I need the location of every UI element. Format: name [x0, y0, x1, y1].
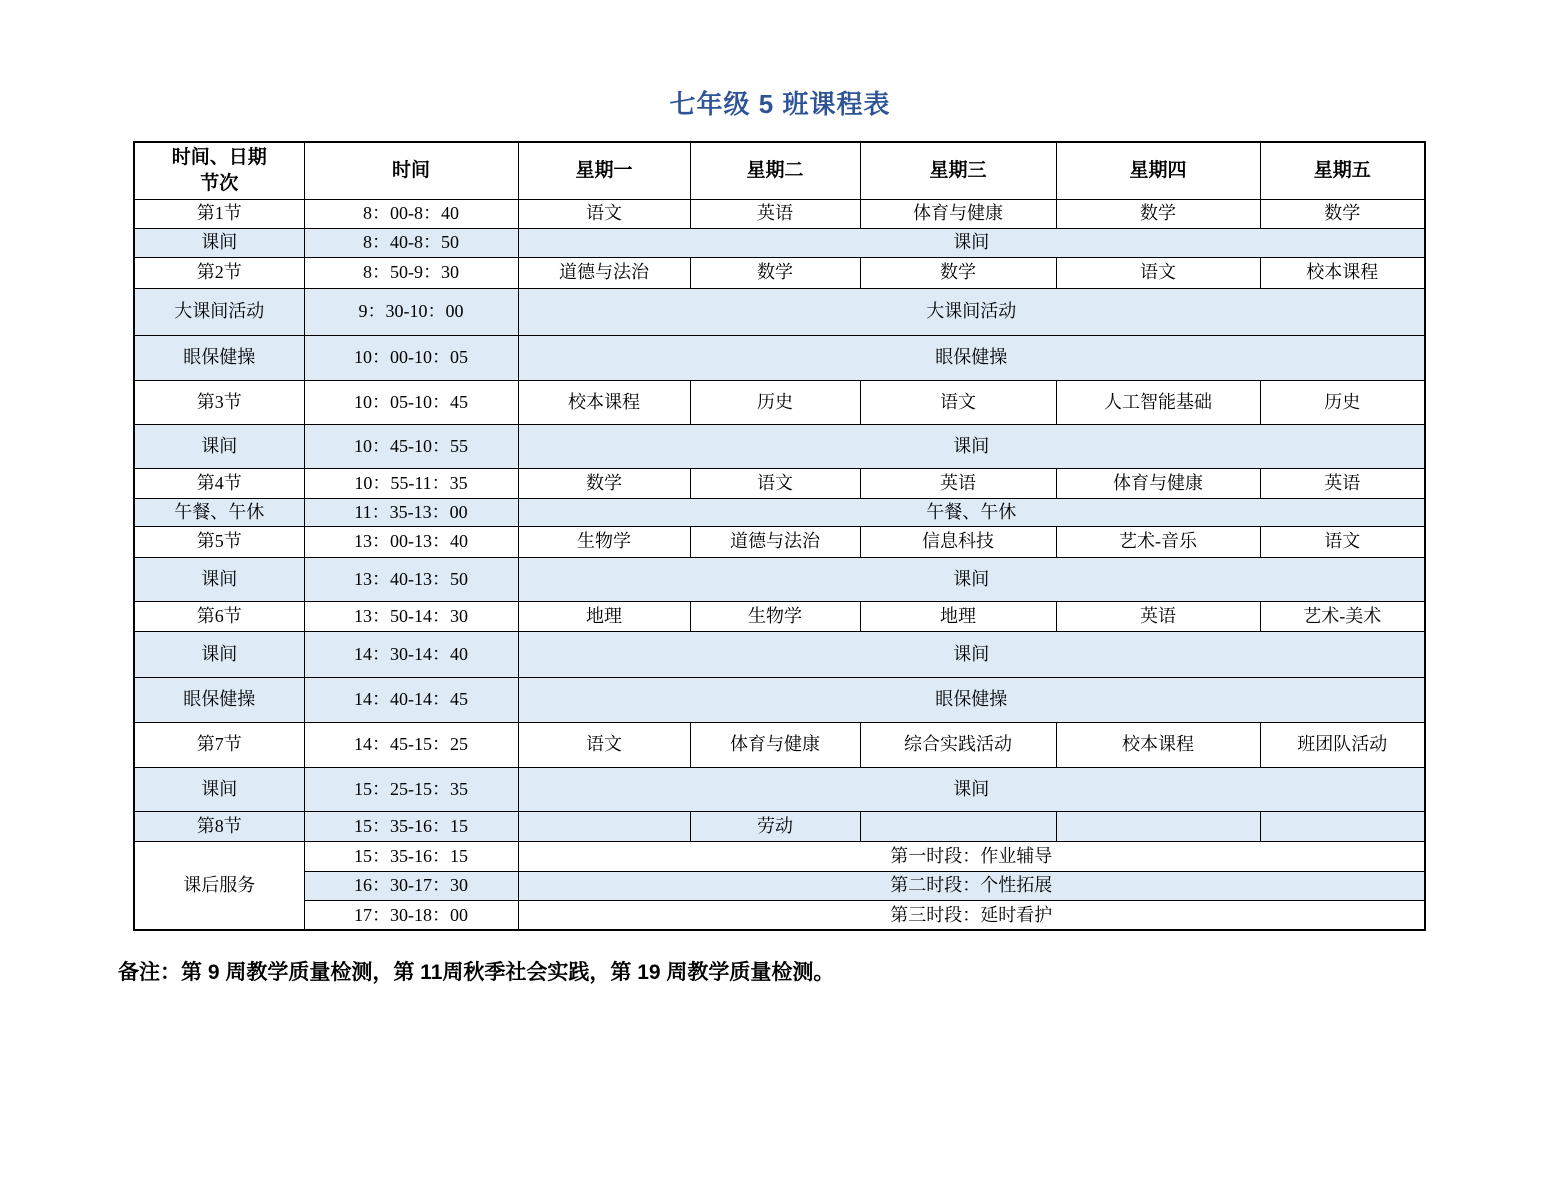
- cell-period-label: 课间: [134, 767, 304, 811]
- after-school-row: [134, 900, 1425, 930]
- cell-subject: 语文: [1260, 526, 1425, 557]
- break-row: [134, 335, 1425, 380]
- cell-subject: [518, 811, 690, 841]
- cell-period-label: 眼保健操: [134, 677, 304, 722]
- cell-subject: 数学: [690, 257, 860, 288]
- cell-subject: 班团队活动: [1260, 722, 1425, 767]
- schedule-table: [133, 141, 1426, 931]
- cell-subject: 数学: [860, 257, 1056, 288]
- after-school-row: [134, 841, 1425, 871]
- lesson-row: [134, 722, 1425, 767]
- cell-period-label: 课间: [134, 424, 304, 468]
- cell-period-label: 眼保健操: [134, 335, 304, 380]
- cell-subject: 体育与健康: [690, 722, 860, 767]
- cell-time: 8：00-8：40: [304, 199, 518, 228]
- cell-subject: 信息科技: [860, 526, 1056, 557]
- cell-time: 10：00-10：05: [304, 335, 518, 380]
- remark-note: 备注：第 9 周教学质量检测，第 11周秋季社会实践，第 19 周教学质量检测。: [118, 961, 835, 984]
- col-header-tuesday: 星期二: [690, 142, 860, 199]
- cell-period-label: 课间: [134, 631, 304, 677]
- col-header-friday: 星期五: [1260, 142, 1425, 199]
- cell-subject: 劳动: [690, 811, 860, 841]
- cell-subject: 道德与法治: [518, 257, 690, 288]
- col-header-monday: 星期一: [518, 142, 690, 199]
- lesson-row: [134, 601, 1425, 631]
- cell-merged-activity: 大课间活动: [518, 288, 1425, 335]
- after-school-row: [134, 871, 1425, 900]
- cell-time: 8：40-8：50: [304, 228, 518, 257]
- cell-after-school-label: 课后服务: [134, 841, 304, 930]
- cell-time: 9：30-10：00: [304, 288, 518, 335]
- cell-subject: 数学: [1260, 199, 1425, 228]
- cell-subject: 艺术-美术: [1260, 601, 1425, 631]
- cell-subject: 道德与法治: [690, 526, 860, 557]
- cell-subject: 语文: [518, 722, 690, 767]
- cell-time: 14：30-14：40: [304, 631, 518, 677]
- cell-subject: 校本课程: [1056, 722, 1260, 767]
- cell-subject: [1056, 811, 1260, 841]
- cell-merged-activity: 课间: [518, 228, 1425, 257]
- cell-period-label: 第3节: [134, 380, 304, 424]
- lesson-row: [134, 257, 1425, 288]
- cell-merged-activity: 课间: [518, 631, 1425, 677]
- cell-subject: 英语: [1260, 468, 1425, 498]
- cell-subject: 语文: [860, 380, 1056, 424]
- cell-subject: 人工智能基础: [1056, 380, 1260, 424]
- cell-subject: 体育与健康: [860, 199, 1056, 228]
- break-row: [134, 288, 1425, 335]
- break-row: [134, 631, 1425, 677]
- cell-time: 15：25-15：35: [304, 767, 518, 811]
- cell-subject: 英语: [690, 199, 860, 228]
- cell-time: 17：30-18：00: [304, 900, 518, 930]
- break-row: [134, 424, 1425, 468]
- cell-subject: 生物学: [690, 601, 860, 631]
- cell-time: 10：05-10：45: [304, 380, 518, 424]
- cell-subject: [1260, 811, 1425, 841]
- cell-subject: 英语: [860, 468, 1056, 498]
- cell-period-label: 第4节: [134, 468, 304, 498]
- lesson-row: [134, 380, 1425, 424]
- cell-subject: 数学: [1056, 199, 1260, 228]
- break-row: [134, 767, 1425, 811]
- cell-subject: 英语: [1056, 601, 1260, 631]
- lesson-row: [134, 199, 1425, 228]
- cell-time: 13：50-14：30: [304, 601, 518, 631]
- cell-merged-activity: 眼保健操: [518, 677, 1425, 722]
- cell-period-label: 课间: [134, 228, 304, 257]
- cell-subject: 地理: [518, 601, 690, 631]
- cell-merged-activity: 第一时段：作业辅导: [518, 841, 1425, 871]
- cell-subject: 地理: [860, 601, 1056, 631]
- cell-merged-activity: 课间: [518, 557, 1425, 601]
- cell-period-label: 第2节: [134, 257, 304, 288]
- cell-subject: 综合实践活动: [860, 722, 1056, 767]
- cell-period-label: 第1节: [134, 199, 304, 228]
- cell-period-label: 大课间活动: [134, 288, 304, 335]
- cell-time: 16：30-17：30: [304, 871, 518, 900]
- cell-time: 15：35-16：15: [304, 811, 518, 841]
- corner-header-cell: [134, 142, 304, 199]
- cell-merged-activity: 第二时段：个性拓展: [518, 871, 1425, 900]
- cell-subject: 校本课程: [1260, 257, 1425, 288]
- cell-period-label: 第6节: [134, 601, 304, 631]
- lesson-row: [134, 811, 1425, 841]
- schedule-document-page: [0, 84, 1559, 1186]
- corner-header-line1: 时间、日期: [171, 147, 267, 169]
- cell-subject: 语文: [1056, 257, 1260, 288]
- page-title: 七年级 5 班课程表: [669, 89, 891, 119]
- cell-merged-activity: 第三时段：延时看护: [518, 900, 1425, 930]
- break-row: [134, 498, 1425, 526]
- cell-subject: 体育与健康: [1056, 468, 1260, 498]
- col-header-thursday: 星期四: [1056, 142, 1260, 199]
- cell-time: 8：50-9：30: [304, 257, 518, 288]
- cell-period-label: 第5节: [134, 526, 304, 557]
- cell-time: 13：00-13：40: [304, 526, 518, 557]
- cell-time: 14：45-15：25: [304, 722, 518, 767]
- cell-time: 11：35-13：00: [304, 498, 518, 526]
- corner-header-line2: 节次: [200, 172, 239, 194]
- cell-subject: 数学: [518, 468, 690, 498]
- cell-period-label: 课间: [134, 557, 304, 601]
- break-row: [134, 557, 1425, 601]
- cell-time: 10：55-11：35: [304, 468, 518, 498]
- col-header-wednesday: 星期三: [860, 142, 1056, 199]
- break-row: [134, 228, 1425, 257]
- cell-merged-activity: 眼保健操: [518, 335, 1425, 380]
- lesson-row: [134, 468, 1425, 498]
- cell-subject: 历史: [690, 380, 860, 424]
- col-header-time: 时间: [304, 142, 518, 199]
- cell-period-label: 第8节: [134, 811, 304, 841]
- break-row: [134, 677, 1425, 722]
- cell-subject: 语文: [690, 468, 860, 498]
- cell-merged-activity: 课间: [518, 424, 1425, 468]
- cell-period-label: 第7节: [134, 722, 304, 767]
- cell-subject: 校本课程: [518, 380, 690, 424]
- cell-subject: [860, 811, 1056, 841]
- cell-period-label: 午餐、午休: [134, 498, 304, 526]
- cell-subject: 语文: [518, 199, 690, 228]
- cell-subject: 生物学: [518, 526, 690, 557]
- cell-merged-activity: 午餐、午休: [518, 498, 1425, 526]
- cell-subject: 历史: [1260, 380, 1425, 424]
- cell-time: 10：45-10：55: [304, 424, 518, 468]
- cell-time: 13：40-13：50: [304, 557, 518, 601]
- cell-subject: 艺术-音乐: [1056, 526, 1260, 557]
- cell-merged-activity: 课间: [518, 767, 1425, 811]
- cell-time: 14：40-14：45: [304, 677, 518, 722]
- header-row: [134, 142, 1425, 199]
- cell-time: 15：35-16：15: [304, 841, 518, 871]
- lesson-row: [134, 526, 1425, 557]
